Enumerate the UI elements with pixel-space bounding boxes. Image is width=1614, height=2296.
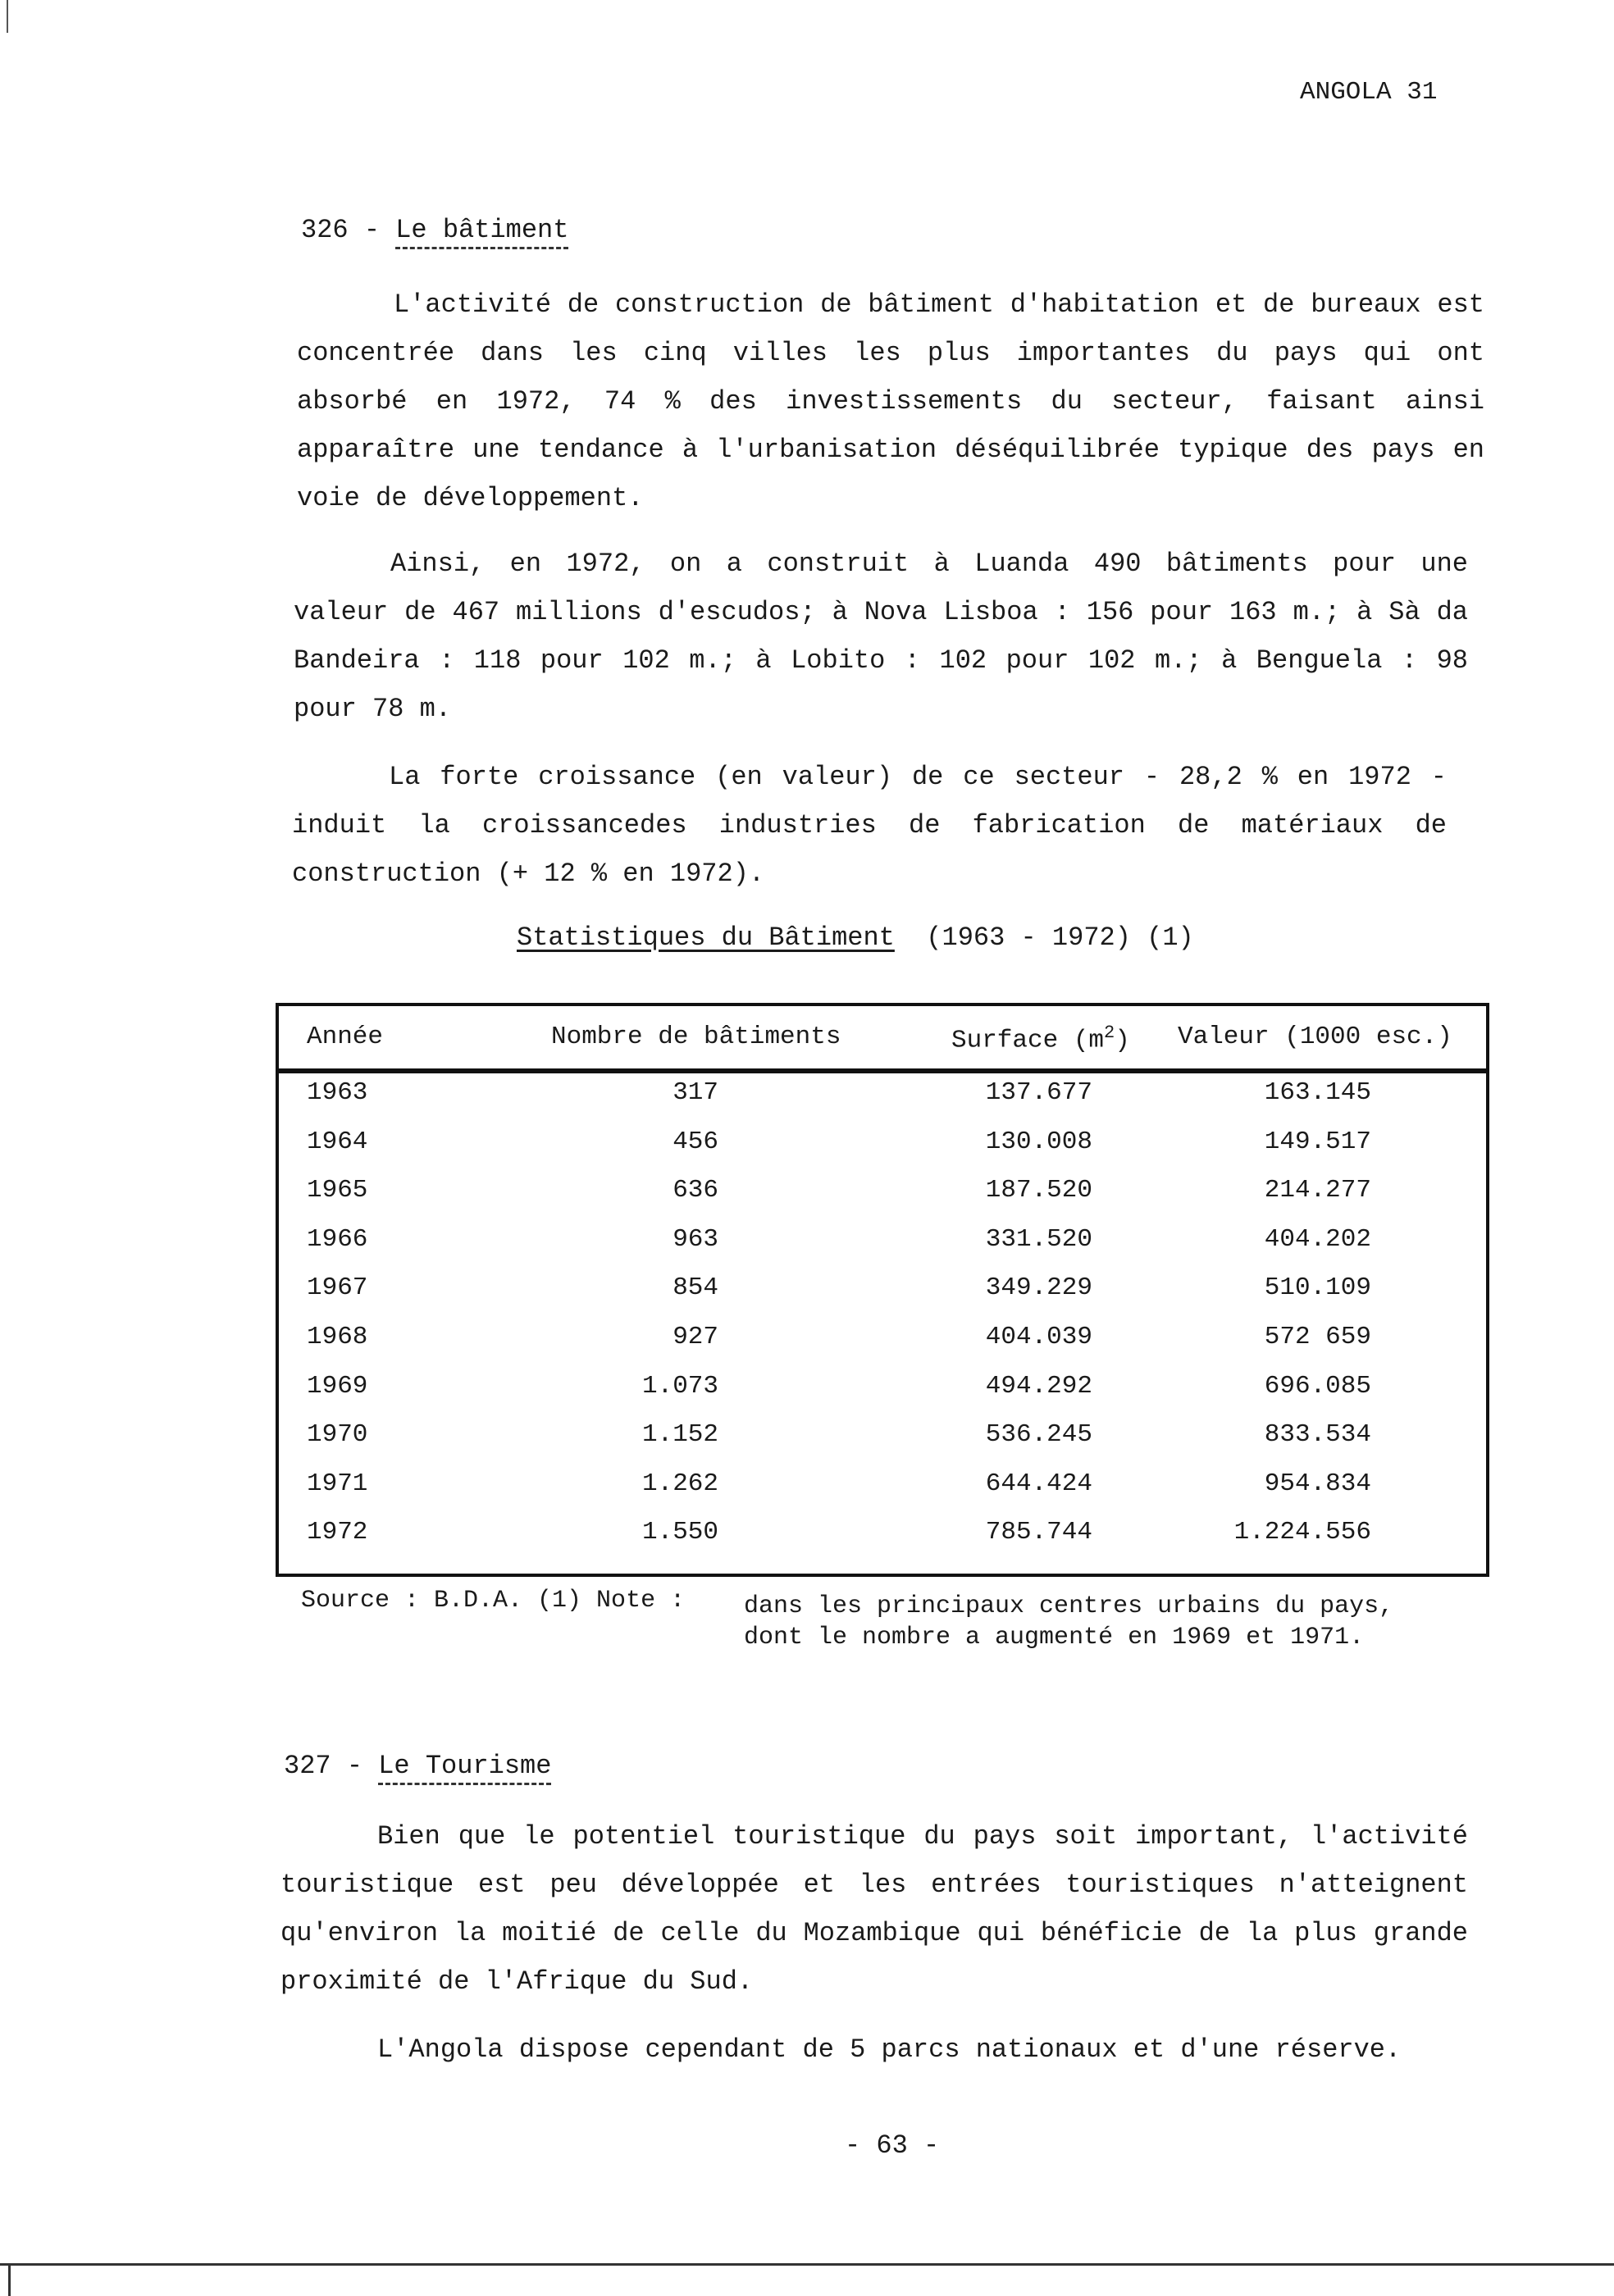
scan-edge-mark [7, 0, 8, 33]
table-row [279, 1273, 1486, 1323]
cell-surface: 331.520 [985, 1224, 1092, 1254]
paragraph [294, 540, 1468, 733]
paragraph [280, 2025, 1468, 2074]
cell-surface: 187.520 [985, 1176, 1092, 1205]
cell-count: 317 [672, 1078, 718, 1107]
section-326-number: 326 - [301, 215, 396, 245]
cell-count: 963 [672, 1224, 718, 1254]
cell-count: 1.152 [641, 1420, 718, 1450]
paragraph [292, 753, 1447, 898]
cell-value: 510.109 [1264, 1273, 1371, 1303]
cell-surface: 536.245 [985, 1420, 1092, 1450]
cell-count: 927 [672, 1323, 718, 1351]
cell-count: 636 [672, 1176, 718, 1205]
paragraph [280, 1812, 1468, 2006]
cell-value: 214.277 [1264, 1176, 1371, 1205]
cell-value: 833.534 [1264, 1420, 1371, 1450]
running-header: ANGOLA 31 [1300, 78, 1438, 107]
cell-value: 954.834 [1264, 1469, 1371, 1498]
cell-count: 456 [672, 1127, 718, 1156]
paragraph-text: Bien que le potentiel touristique du pays soit important, l'activité touristique est peu développée et les entrées touristiques n'atteignent qu'environ la moitié de celle du Mozambique qui bénéficie de la plus grande proximité de l'Afrique du Sud. [280, 1821, 1468, 1997]
cell-year: 1972 [307, 1518, 368, 1547]
cell-surface: 785.744 [985, 1518, 1092, 1547]
paragraph-text: L'Angola dispose cependant de 5 parcs nationaux et d'une réserve. [377, 2034, 1402, 2065]
section-326-heading [301, 215, 568, 245]
table-row [279, 1518, 1486, 1567]
cell-value: 404.202 [1264, 1224, 1371, 1254]
statistics-table [276, 1003, 1489, 1577]
cell-count: 854 [672, 1273, 718, 1303]
section-327-title: Le Tourisme [378, 1751, 551, 1785]
paragraph-text: Ainsi, en 1972, on a construit à Luanda 490 bâtiments pour une valeur de 467 millions d'escudos; à Nova Lisboa : 156 pour 163 m.; à Sà da Bandeira : 118 pour 102 m.; à Lobito : 102 pour 102 m.; à Benguela : 98 pour 78 m. [294, 549, 1468, 724]
section-327-number: 327 - [284, 1751, 379, 1781]
cell-surface: 137.677 [985, 1078, 1092, 1107]
cell-year: 1966 [307, 1224, 368, 1254]
table-row [279, 1469, 1486, 1519]
header-value: Valeur (1000 esc.) [1178, 1023, 1452, 1051]
cell-year: 1963 [307, 1078, 368, 1107]
section-327-heading [284, 1751, 551, 1781]
cell-year: 1969 [307, 1371, 368, 1401]
table-title [517, 922, 1194, 953]
cell-surface: 494.292 [985, 1371, 1092, 1401]
cell-value: 163.145 [1264, 1078, 1371, 1107]
header-year: Année [307, 1023, 384, 1051]
cell-year: 1965 [307, 1176, 368, 1205]
cell-surface: 404.039 [985, 1323, 1092, 1351]
paragraph-text: L'activité de construction de bâtiment d'habitation et de bureaux est concentrée dans les cinq villes les plus importantes du pays qui ont absorbé en 1972, 74 % des investissements du secteur, faisant ainsi apparaître une tendance à l'urbanisation déséquilibrée typique des pays en voie de développement. [297, 289, 1484, 513]
section-326-title: Le bâtiment [395, 215, 568, 249]
header-count: Nombre de bâtiments [551, 1023, 841, 1051]
cell-surface: 644.424 [985, 1469, 1092, 1498]
cell-value: 696.085 [1264, 1371, 1371, 1401]
table-header-row [279, 1006, 1486, 1073]
table-row [279, 1372, 1486, 1421]
table-row [279, 1420, 1486, 1469]
table-row [279, 1323, 1486, 1372]
table-row [279, 1225, 1486, 1274]
cell-year: 1964 [307, 1127, 368, 1156]
table-row [279, 1078, 1486, 1128]
paragraph-text: La forte croissance (en valeur) de ce secteur - 28,2 % en 1972 - induit la croissancedes industries de fabrication de matériaux de construction (+ 12 % en 1972). [292, 762, 1447, 889]
cell-surface: 130.008 [985, 1127, 1092, 1156]
cell-year: 1970 [307, 1420, 368, 1450]
cell-value: 1.224.556 [1233, 1518, 1371, 1547]
footer-tick [8, 2263, 11, 2296]
table-note: dans les principaux centres urbains du pays, dont le nombre a augmenté en 1969 et 1971. [744, 1592, 1394, 1651]
cell-count: 1.262 [641, 1469, 718, 1498]
table-title-main: Statistiques du Bâtiment [517, 922, 895, 953]
cell-count: 1.550 [641, 1518, 718, 1547]
cell-year: 1968 [307, 1323, 368, 1351]
table-row [279, 1128, 1486, 1177]
table-title-suffix: (1963 - 1972) (1) [894, 922, 1194, 953]
cell-year: 1971 [307, 1469, 368, 1498]
cell-surface: 349.229 [985, 1273, 1092, 1303]
table-row [279, 1176, 1486, 1225]
paragraph [297, 280, 1484, 522]
cell-value: 149.517 [1264, 1127, 1371, 1156]
cell-value: 572 659 [1264, 1323, 1371, 1351]
header-surface: Surface $(m^2)$ [951, 1023, 1130, 1055]
footer-rule [0, 2263, 1614, 2266]
page-number: - 63 - [845, 2130, 940, 2161]
cell-year: 1967 [307, 1273, 368, 1303]
table-source: Source : B.D.A. (1) Note : [301, 1587, 686, 1615]
cell-count: 1.073 [641, 1371, 718, 1401]
